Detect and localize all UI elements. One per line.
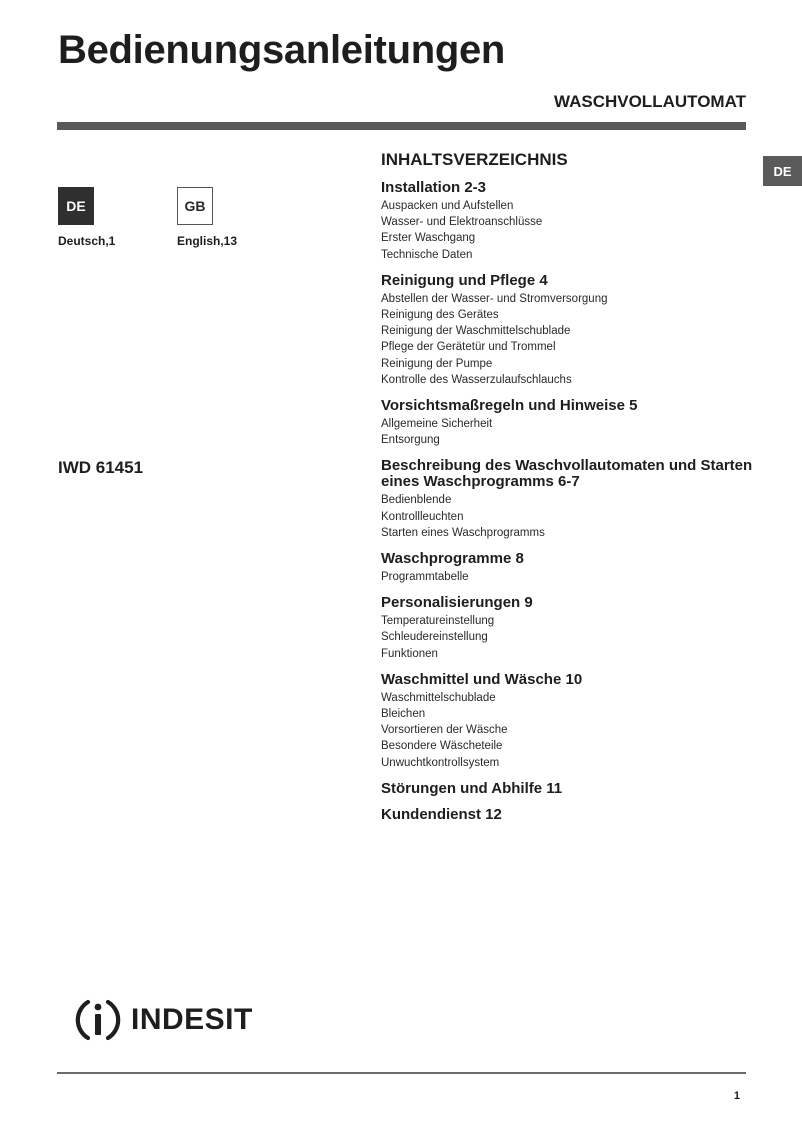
toc-item[interactable]: Auspacken und Aufstellen: [381, 200, 514, 212]
page-title: Bedienungsanleitungen: [58, 28, 506, 72]
toc-section: [381, 551, 761, 585]
toc-section: [381, 781, 761, 797]
table-of-contents: [381, 150, 761, 833]
toc-item[interactable]: Starten eines Waschprogramms: [381, 526, 545, 539]
language-de-badge[interactable]: DE: [58, 187, 94, 225]
toc-section-title[interactable]: Reinigung und Pflege 4: [381, 271, 548, 289]
toc-section-title[interactable]: Störungen und Abhilfe 11: [381, 779, 563, 797]
toc-section: [381, 273, 761, 388]
toc-section-title[interactable]: Beschreibung des Waschvollautomaten und Starten eines Waschprogramms 6-7: [381, 457, 753, 491]
toc-section: [381, 458, 761, 541]
toc-item[interactable]: Allgemeine Sicherheit: [381, 418, 493, 431]
toc-section-title[interactable]: Waschmittel und Wäsche 10: [381, 670, 583, 688]
toc-item[interactable]: Besondere Wäscheteile: [381, 740, 503, 753]
document-subtitle: WASCHVOLLAUTOMAT: [553, 92, 746, 111]
toc-item[interactable]: Reinigung des Gerätes: [381, 309, 499, 322]
language-de[interactable]: [58, 187, 168, 248]
toc-item[interactable]: Waschmittelschublade: [381, 691, 496, 704]
model-number: IWD 61451: [58, 458, 144, 477]
toc-item[interactable]: Reinigung der Waschmittelschublade: [381, 325, 571, 338]
toc-section: [381, 807, 761, 823]
toc-section-title[interactable]: Installation 2-3: [381, 179, 487, 196]
toc-item[interactable]: Vorsortieren der Wäsche: [381, 724, 508, 737]
indesit-logo-icon: [71, 996, 125, 1044]
toc-item[interactable]: Abstellen der Wasser- und Stromversorgung: [381, 292, 608, 305]
toc-item[interactable]: Bleichen: [381, 708, 426, 721]
toc-item[interactable]: Erster Waschgang: [381, 232, 476, 245]
toc-item[interactable]: Kontrollleuchten: [381, 510, 464, 523]
toc-section: [381, 595, 761, 662]
toc-item[interactable]: Pflege der Gerätetür und Trommel: [381, 341, 556, 354]
language-gb-badge[interactable]: GB: [177, 187, 213, 225]
toc-item[interactable]: Funktionen: [381, 647, 438, 660]
language-gb-label: English,13: [177, 234, 238, 248]
toc-section-title[interactable]: Waschprogramme 8: [381, 550, 524, 568]
language-de-label: Deutsch,1: [58, 234, 116, 248]
language-gb[interactable]: [177, 187, 287, 248]
toc-item[interactable]: Technische Daten: [381, 248, 473, 261]
toc-item[interactable]: Programmtabelle: [381, 571, 469, 584]
toc-item[interactable]: Reinigung der Pumpe: [381, 357, 493, 370]
toc-section: [381, 180, 761, 263]
toc-section: [381, 398, 761, 448]
toc-item[interactable]: Kontrolle des Wasserzulaufschlauchs: [381, 373, 572, 386]
toc-item[interactable]: Entsorgung: [381, 434, 440, 447]
toc-section-title[interactable]: Personalisierungen 9: [381, 594, 533, 612]
toc-section-title[interactable]: Kundendienst 12: [381, 805, 502, 823]
toc-item[interactable]: Temperatureinstellung: [381, 615, 495, 628]
language-side-tab[interactable]: DE: [763, 156, 802, 186]
page-number: 1: [733, 1090, 740, 1102]
toc-item[interactable]: Wasser- und Elektroanschlüsse: [381, 216, 543, 229]
footer-rule: [57, 1072, 746, 1074]
indesit-logo: [71, 996, 253, 1044]
toc-item[interactable]: Unwuchtkontrollsystem: [381, 756, 500, 769]
toc-sections: [381, 180, 761, 823]
toc-item[interactable]: Bedienblende: [381, 494, 452, 507]
toc-item[interactable]: Schleudereinstellung: [381, 631, 488, 644]
toc-section-title[interactable]: Vorsichtsmaßregeln und Hinweise 5: [381, 397, 638, 415]
toc-section: [381, 672, 761, 771]
toc-heading: INHALTSVERZEICHNIS: [381, 150, 568, 169]
header-rule: [57, 122, 746, 130]
brand-wordmark: INDESIT: [131, 1003, 253, 1036]
